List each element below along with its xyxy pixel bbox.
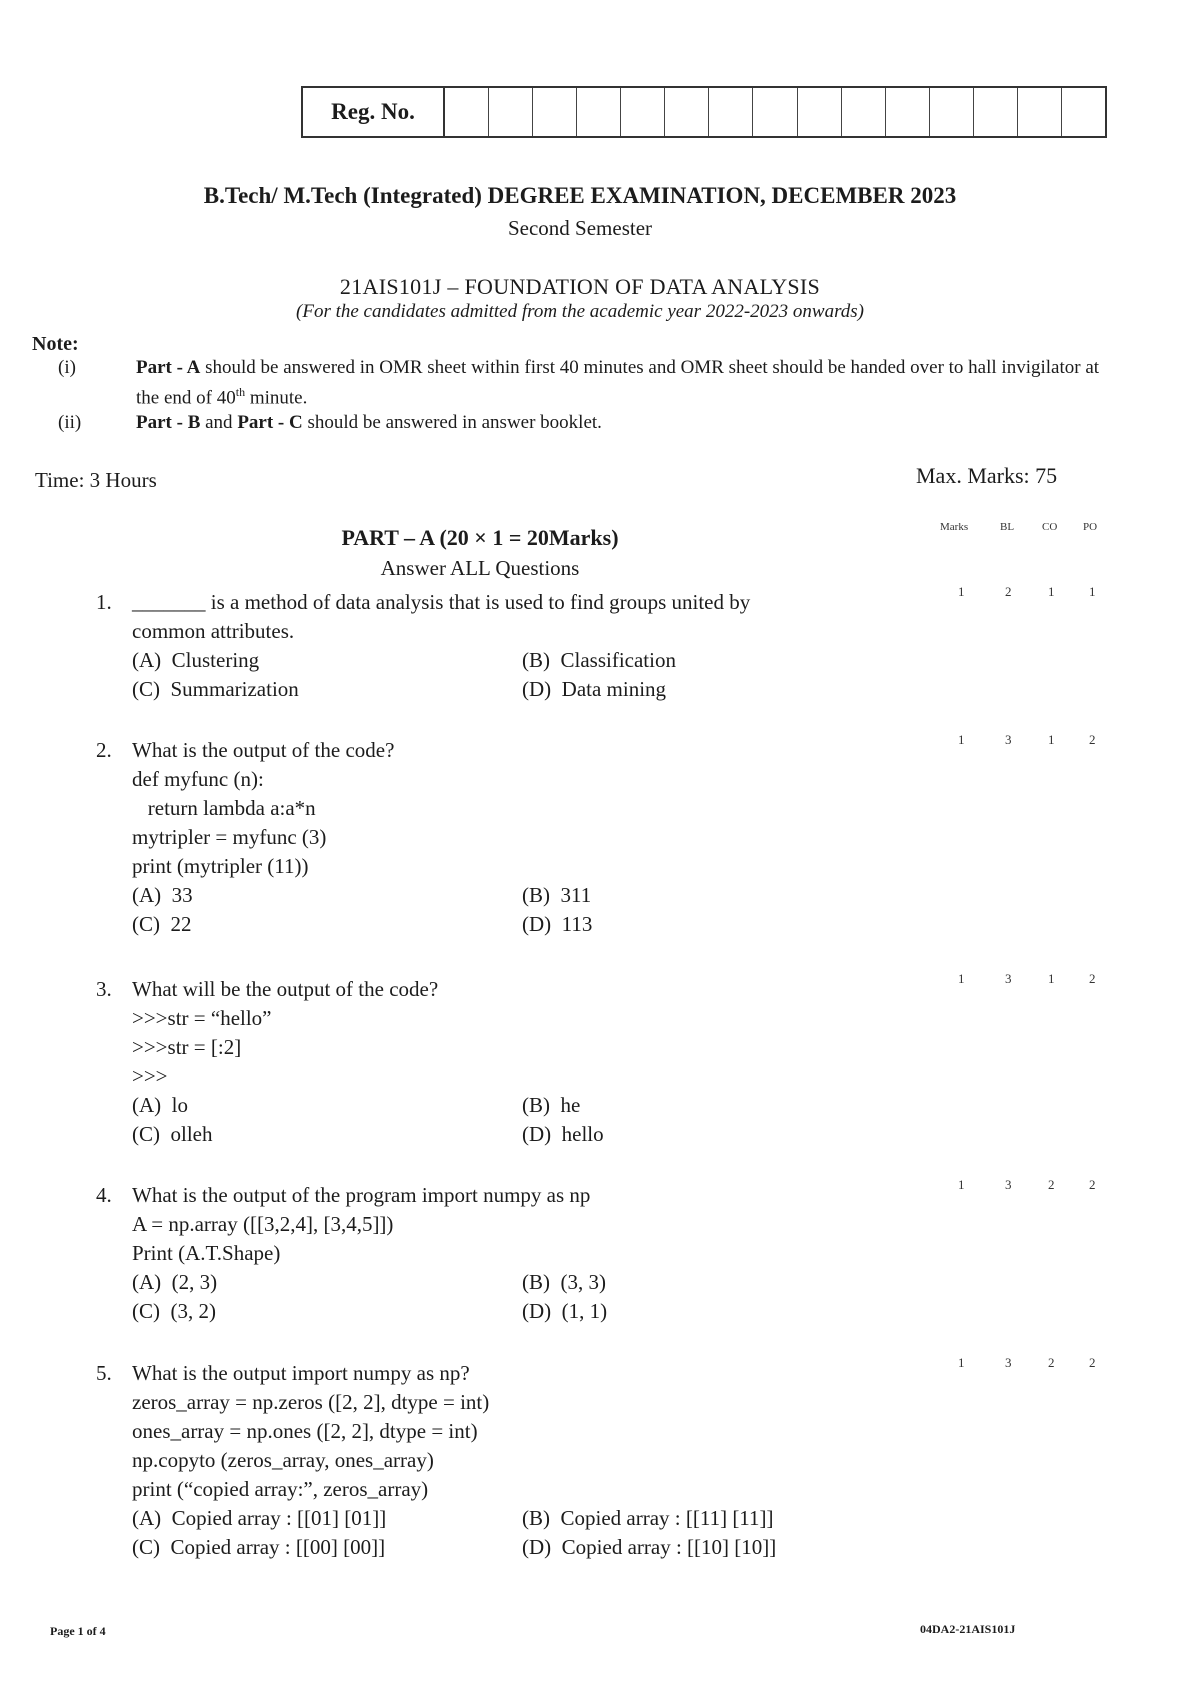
question-line: print (mytripler (11)) xyxy=(132,854,309,878)
admission-note: (For the candidates admitted from the academic year 2022-2023 onwards) xyxy=(296,301,864,322)
answer-option: (B) he xyxy=(522,1093,581,1117)
reg-number-cell xyxy=(930,88,974,136)
question-bl: 2 xyxy=(1005,584,1012,599)
question-body xyxy=(132,588,936,704)
reg-number-cell xyxy=(665,88,709,136)
question-line: return lambda a:a*n xyxy=(132,796,316,820)
note-label: Note: xyxy=(32,333,79,355)
reg-number-cell xyxy=(445,88,489,136)
question-po: 2 xyxy=(1089,732,1096,747)
question-line: mytripler = myfunc (3) xyxy=(132,825,327,849)
note-text: Part - B and Part - C should be answered in answer booklet. xyxy=(136,412,602,433)
answer-option: (A) lo xyxy=(132,1093,188,1117)
answer-options xyxy=(132,1504,936,1562)
question-line: >>>str = [:2] xyxy=(132,1035,242,1059)
question-line: common attributes. xyxy=(132,619,295,643)
semester: Second Semester xyxy=(507,216,653,240)
question-co: 1 xyxy=(1048,584,1055,599)
question-co: 2 xyxy=(1048,1177,1055,1192)
note-number: (ii) xyxy=(58,412,82,433)
answer-option: (B) 311 xyxy=(522,883,592,907)
question-line: What is the output of the code? xyxy=(132,738,395,762)
question-line: print (“copied array:”, zeros_array) xyxy=(132,1477,429,1501)
answer-option: (C) (3, 2) xyxy=(132,1299,216,1323)
reg-number-cell xyxy=(577,88,621,136)
reg-number-cell xyxy=(974,88,1018,136)
note-text: Part - A should be answered in OMR sheet within first 40 minutes and OMR sheet should be handed over to hall invigilator at the end of 40th minute. xyxy=(136,357,1100,409)
question-marks: 1 xyxy=(958,1177,965,1192)
question-po: 2 xyxy=(1089,1355,1096,1370)
question-co: 2 xyxy=(1048,1355,1055,1370)
reg-number-box xyxy=(301,86,1107,138)
answer-option: (A) (2, 3) xyxy=(132,1270,218,1294)
column-header-po: PO xyxy=(1083,521,1098,533)
reg-number-cells xyxy=(445,88,1105,136)
reg-number-cell xyxy=(489,88,533,136)
paper-code: 04DA2-21AIS101J xyxy=(920,1622,1016,1636)
question-line: What is the output of the program import numpy as np xyxy=(132,1183,591,1207)
answer-options xyxy=(132,1091,936,1149)
question-body xyxy=(132,1359,936,1562)
question-po: 2 xyxy=(1089,971,1096,986)
reg-number-cell xyxy=(533,88,577,136)
answer-option: (C) Summarization xyxy=(132,677,299,701)
question-po: 2 xyxy=(1089,1177,1096,1192)
question-po: 1 xyxy=(1089,584,1096,599)
question-line: What is the output import numpy as np? xyxy=(132,1361,470,1385)
reg-number-cell xyxy=(1018,88,1062,136)
answer-options xyxy=(132,1268,936,1326)
answer-option: (B) Classification xyxy=(522,648,676,672)
question-marks: 1 xyxy=(958,971,965,986)
answer-option: (D) (1, 1) xyxy=(522,1299,608,1323)
question-co: 1 xyxy=(1048,971,1055,986)
question-number: 5. xyxy=(96,1361,112,1385)
answer-option: (C) 22 xyxy=(132,912,192,936)
question-line: Print (A.T.Shape) xyxy=(132,1241,281,1265)
answer-option: (D) 113 xyxy=(522,912,593,936)
question-line: np.copyto (zeros_array, ones_array) xyxy=(132,1448,434,1472)
part-a-title: PART – A (20 × 1 = 20Marks) xyxy=(341,525,619,550)
question-line: _______ is a method of data analysis that is used to find groups united by xyxy=(132,590,751,614)
question-line: def myfunc (n): xyxy=(132,767,264,791)
answer-option: (D) hello xyxy=(522,1122,604,1146)
question-bl: 3 xyxy=(1005,971,1012,986)
answer-option: (C) Copied array : [[00] [00]] xyxy=(132,1535,386,1559)
answer-option: (C) olleh xyxy=(132,1122,213,1146)
question-marks: 1 xyxy=(958,584,965,599)
answer-option: (B) Copied array : [[11] [11]] xyxy=(522,1506,774,1530)
question-number: 2. xyxy=(96,738,112,762)
question-marks: 1 xyxy=(958,732,965,747)
question-bl: 3 xyxy=(1005,732,1012,747)
question-body xyxy=(132,736,936,939)
answer-option: (D) Data mining xyxy=(522,677,667,701)
answer-options xyxy=(132,881,936,939)
part-a-instruction: Answer ALL Questions xyxy=(380,556,580,580)
question-co: 1 xyxy=(1048,732,1055,747)
question-number: 4. xyxy=(96,1183,112,1207)
note-number: (i) xyxy=(58,357,76,378)
exam-duration: Time: 3 Hours xyxy=(35,468,157,492)
answer-option: (A) Clustering xyxy=(132,648,260,672)
question-marks: 1 xyxy=(958,1355,965,1370)
reg-number-cell xyxy=(621,88,665,136)
reg-number-cell xyxy=(798,88,842,136)
question-line: ones_array = np.ones ([2, 2], dtype = int) xyxy=(132,1419,478,1443)
answer-option: (B) (3, 3) xyxy=(522,1270,606,1294)
column-header-bl: BL xyxy=(1000,521,1015,533)
reg-number-label: Reg. No. xyxy=(303,88,445,136)
page-number: Page 1 of 4 xyxy=(50,1624,106,1638)
column-header-marks: Marks xyxy=(940,521,969,533)
reg-number-cell xyxy=(842,88,886,136)
reg-number-cell xyxy=(709,88,753,136)
question-bl: 3 xyxy=(1005,1355,1012,1370)
exam-title: B.Tech/ M.Tech (Integrated) DEGREE EXAMINATION, DECEMBER 2023 xyxy=(203,183,957,208)
question-line: What will be the output of the code? xyxy=(132,977,439,1001)
question-number: 3. xyxy=(96,977,112,1001)
answer-option: (D) Copied array : [[10] [10]] xyxy=(522,1535,777,1559)
question-line: A = np.array ([[3,2,4], [3,4,5]]) xyxy=(132,1212,394,1236)
question-body xyxy=(132,975,936,1149)
question-number: 1. xyxy=(96,590,112,614)
answer-option: (A) Copied array : [[01] [01]] xyxy=(132,1506,387,1530)
question-line: >>>str = “hello” xyxy=(132,1006,272,1030)
question-line: >>> xyxy=(132,1064,168,1088)
reg-number-cell xyxy=(886,88,930,136)
reg-number-cell xyxy=(753,88,797,136)
question-bl: 3 xyxy=(1005,1177,1012,1192)
reg-number-cell xyxy=(1062,88,1105,136)
max-marks: Max. Marks: 75 xyxy=(916,463,1058,488)
question-line: zeros_array = np.zeros ([2, 2], dtype = int) xyxy=(132,1390,490,1414)
course-title: 21AIS101J – FOUNDATION OF DATA ANALYSIS xyxy=(339,274,821,299)
column-header-co: CO xyxy=(1042,521,1058,533)
answer-options xyxy=(132,646,936,704)
question-body xyxy=(132,1181,936,1326)
answer-option: (A) 33 xyxy=(132,883,193,907)
